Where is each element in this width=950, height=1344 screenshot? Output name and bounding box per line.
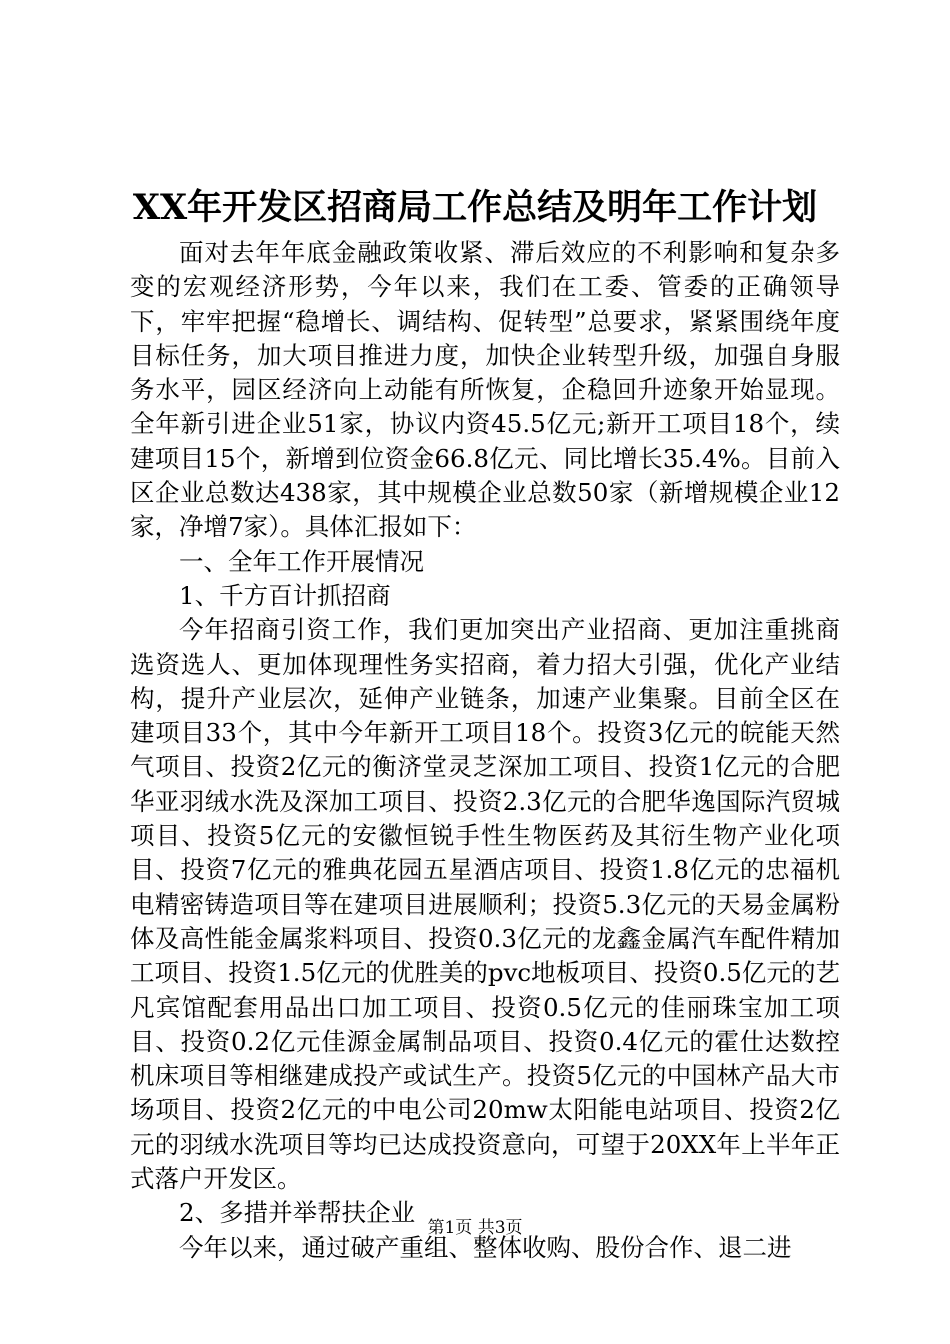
subsection-heading-2: 2、多措并举帮扶企业 [179, 1198, 416, 1228]
subsection-2-paragraph: 今年以来，通过破产重组、整体收购、股份合作、退二进 [179, 1232, 792, 1262]
subsection-heading-1: 1、千方百计抓招商 [179, 580, 391, 610]
intro-paragraph: 面对去年年底金融政策收紧、滞后效应的不利影响和复杂多变的宏观经济形势，今年以来，我们在工委、管委的正确领导下，牢牢把握“稳增长、调结构、促转型”总要求，紧紧围绕年度目标任务，加大项目推进力度，加快企业转型升级，加强自身服务水平，园区经济向上动能有所恢复，企稳回升迹象开始显现。全年新引进企业51家，协议内资45.5亿元;新开工项目18个，续建项目15个，新增到位资金66.8亿元、同比增长35.4%。目前入区企业总数达438家，其中规模企业总数50家（新增规模企业12家，净增7家）。具体汇报如下： [130, 238, 840, 542]
subsection-1-paragraph: 今年招商引资工作，我们更加突出产业招商、更加注重挑商选资选人、更加体现理性务实招商，着力招大引强，优化产业结构，提升产业层次，延伸产业链条，加速产业集聚。目前全区在建项目33个，其中今年新开工项目18个。投资3亿元的皖能天然气项目、投资2亿元的衡济堂灵芝深加工项目、投资1亿元的合肥华亚羽绒水洗及深加工项目、投资2.3亿元的合肥华逸国际汽贸城项目、投资5亿元的安徽恒锐手性生物医药及其衍生物产业化项目、投资7亿元的雅典花园五星酒店项目、投资1.8亿元的忠福机电精密铸造项目等在建项目进展顺利；投资5.3亿元的天易金属粉体及高性能金属浆料项目、投资0.3亿元的龙鑫金属汽车配件精加工项目、投资1.5亿元的优胜美的pvc地板项目、投资0.5亿元的艺凡宾馆配套用品出口加工项目、投资0.5亿元的佳丽珠宝加工项目、投资0.2亿元佳源金属制品项目、投资0.4亿元的霍仕达数控机床项目等相继建成投产或试生产。投资5亿元的中国林产品大市场项目、投资2亿元的中电公司20mw太阳能电站项目、投资2亿元的羽绒水洗项目等均已达成投资意向，可望于20XX年上半年正式落户开发区。 [130, 615, 840, 1194]
section-heading-1: 一、全年工作开展情况 [179, 546, 424, 576]
page-number-footer: 第1页 共3页 [427, 1218, 523, 1238]
document-body [130, 236, 840, 1265]
document-title: XX年开发区招商局工作总结及明年工作计划 [132, 187, 818, 228]
